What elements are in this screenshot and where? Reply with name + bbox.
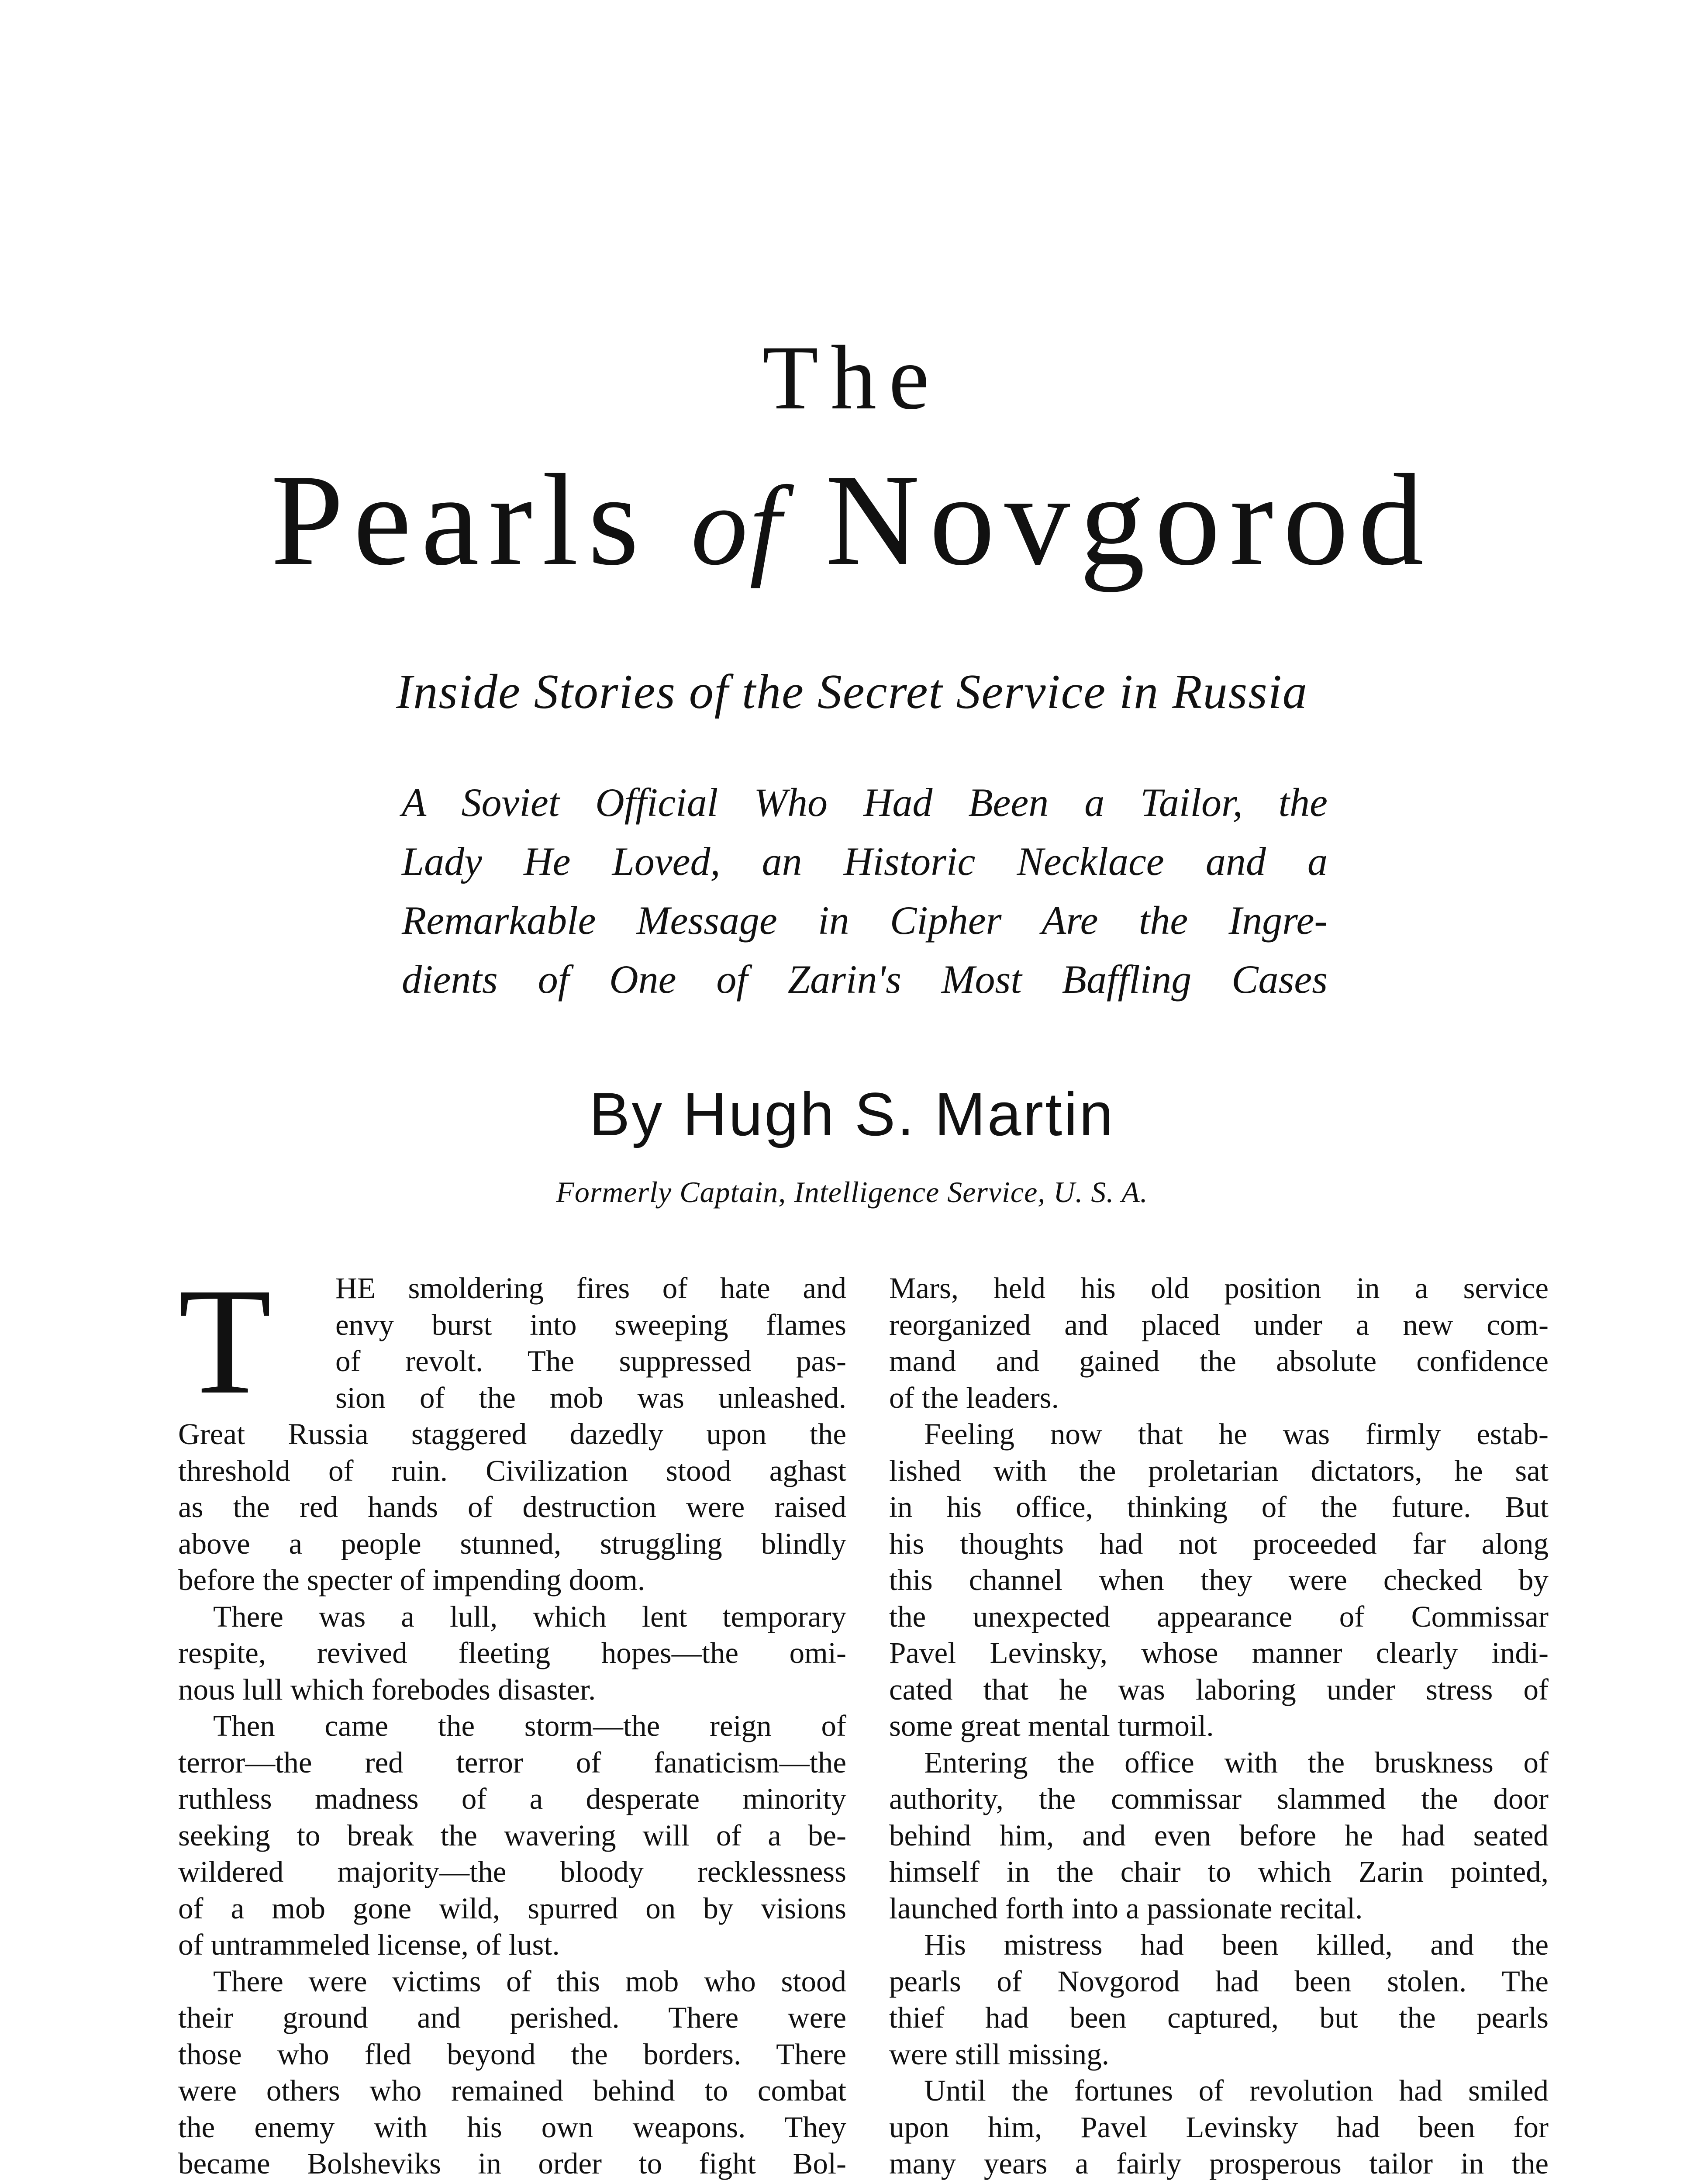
text-line: Mars, held his old position in a service	[889, 1272, 1549, 1305]
text-line: were still missing.	[889, 2037, 1110, 2071]
text-line: this channel when they were checked by	[889, 1563, 1549, 1597]
text-line: There was a lull, which lent temporary	[213, 1600, 846, 1633]
text-line: thief had been captured, but the pearls	[889, 2001, 1549, 2034]
text-line: His mistress had been killed, and the	[924, 1928, 1549, 1961]
text-line: envy burst into sweeping flames	[335, 1308, 846, 1341]
text-line: terror—the red terror of fanaticism—the	[178, 1745, 846, 1779]
text-line: cated that he was laboring under stress of	[889, 1673, 1549, 1706]
text-line: wildered majority—the bloody recklessness	[178, 1855, 846, 1888]
text-line: became Bolsheviks in order to fight Bol-	[178, 2147, 846, 2180]
text-line: were others who remained behind to combat	[178, 2074, 846, 2107]
text-line: his thoughts had not proceeded far along	[889, 1527, 1549, 1560]
text-line: Pavel Levinsky, whose manner clearly indi-	[889, 1636, 1549, 1669]
text-line: their ground and perished. There were	[178, 2001, 846, 2034]
text-line: Feeling now that he was firmly estab-	[924, 1417, 1549, 1451]
text-column-left	[178, 1270, 846, 2184]
text-line: seeking to break the wavering will of a be-	[178, 1818, 846, 1852]
text-line: before the specter of impending doom.	[178, 1563, 645, 1597]
title-line-main	[0, 447, 1704, 592]
text-line: HE smoldering fires of hate and	[335, 1272, 846, 1305]
title-line-the: The	[762, 327, 942, 429]
text-line: many years a fairly prosperous tailor in the	[889, 2147, 1549, 2180]
title-word-of: of	[691, 463, 783, 589]
story-deck	[402, 773, 1328, 1009]
text-line: upon him, Pavel Levinsky had been for	[889, 2110, 1549, 2144]
text-line: behind him, and even before he had seated	[889, 1818, 1549, 1852]
text-line: of untrammeled license, of lust.	[178, 1928, 560, 1961]
text-line: the enemy with his own weapons. They	[178, 2110, 846, 2144]
author-credential: Formerly Captain, Intelligence Service, U. S. A.	[556, 1175, 1148, 1209]
author-byline: By Hugh S. Martin	[589, 1080, 1115, 1148]
text-line: as the red hands of destruction were raised	[178, 1490, 846, 1524]
text-line: lished with the proletarian dictators, he sat	[889, 1454, 1549, 1487]
text-line: the unexpected appearance of Commissar	[889, 1600, 1549, 1633]
text-line: sion of the mob was unleashed.	[335, 1381, 846, 1414]
text-line: There were victims of this mob who stood	[213, 1964, 846, 1998]
text-line: ruthless madness of a desperate minority	[178, 1782, 846, 1815]
text-line	[178, 2182, 846, 2184]
title-word-novgorod: Novgorod	[825, 447, 1433, 592]
text-line: in his office, thinking of the future. But	[889, 1490, 1549, 1524]
series-subtitle: Inside Stories of the Secret Service in Russia	[396, 665, 1308, 719]
text-line: pearls of Novgorod had been stolen. The	[889, 1964, 1549, 1998]
text-line: those who fled beyond the borders. There	[178, 2037, 846, 2071]
text-line	[889, 2182, 1549, 2184]
text-line: respite, revived fleeting hopes—the omi-	[178, 1636, 846, 1669]
text-line: of revolt. The suppressed pas-	[335, 1344, 846, 1378]
text-line: himself in the chair to which Zarin pointed,	[889, 1855, 1549, 1888]
deck-line: Remarkable Message in Cipher Are the Ingre-	[402, 898, 1328, 943]
text-line: of the leaders.	[889, 1381, 1059, 1414]
text-line: above a people stunned, struggling blindly	[178, 1527, 846, 1560]
text-line: Until the fortunes of revolution had smiled	[924, 2074, 1549, 2107]
text-line: reorganized and placed under a new com-	[889, 1308, 1549, 1341]
text-line: Great Russia staggered dazedly upon the	[178, 1417, 846, 1451]
text-line: Then came the storm—the reign of	[213, 1709, 846, 1742]
title-word-pearls: Pearls	[271, 447, 649, 592]
drop-cap: T	[178, 1256, 272, 1426]
text-line: launched forth into a passionate recital.	[889, 1891, 1363, 1925]
deck-line: Lady He Loved, an Historic Necklace and a	[402, 839, 1328, 884]
text-line: threshold of ruin. Civilization stood aghast	[178, 1454, 846, 1487]
deck-line: dients of One of Zarin's Most Baffling Cases	[402, 957, 1328, 1002]
text-line: of a mob gone wild, spurred on by visions	[178, 1891, 846, 1925]
text-line: authority, the commissar slammed the door	[889, 1782, 1549, 1815]
deck-line: A Soviet Official Who Had Been a Tailor, the	[402, 780, 1328, 825]
text-line: Entering the office with the bruskness of	[924, 1745, 1549, 1779]
text-column-right	[889, 1270, 1549, 2184]
text-line: mand and gained the absolute confidence	[889, 1344, 1549, 1378]
text-line: some great mental turmoil.	[889, 1709, 1214, 1742]
text-line: nous lull which forebodes disaster.	[178, 1673, 596, 1706]
